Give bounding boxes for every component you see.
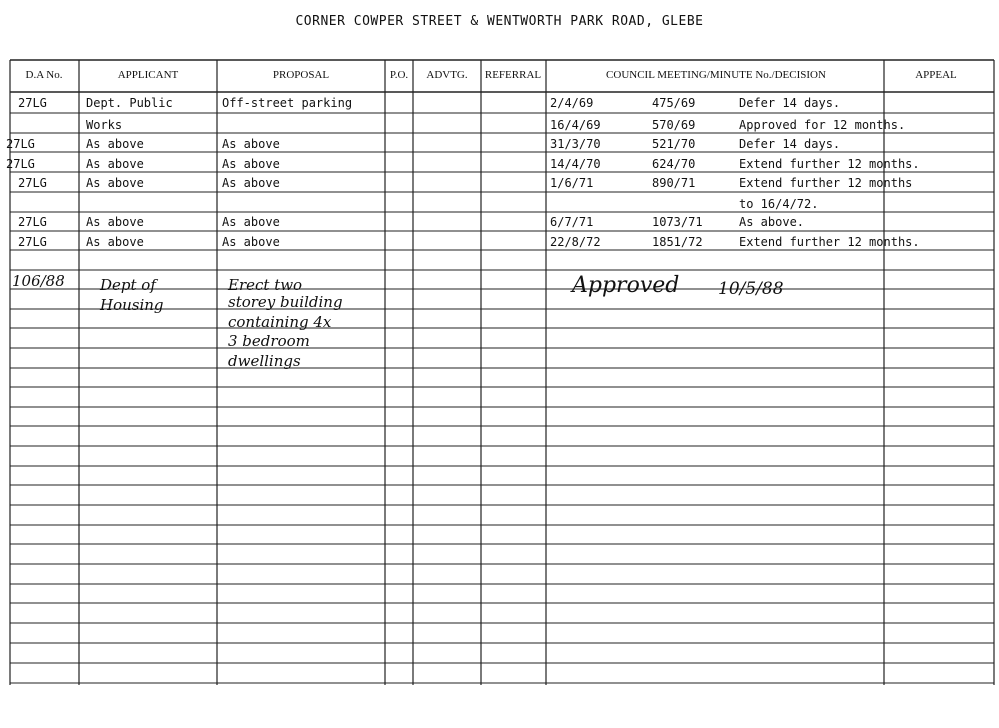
da-number: 27LG [18, 235, 47, 249]
header-council-decision: COUNCIL MEETING/MINUTE No./DECISION [606, 69, 826, 81]
applicant-cell: As above [86, 137, 144, 151]
proposal-cell: As above [222, 215, 280, 229]
header-proposal: PROPOSAL [272, 69, 330, 81]
applicant-cell: Works [86, 118, 123, 132]
minute-number: 521/70 [652, 137, 696, 151]
proposal-cell: As above [222, 157, 280, 171]
handwritten-decision-date: 10/5/88 [718, 279, 784, 299]
header-advtg: ADVTG. [426, 69, 468, 81]
applicant-cell: As above [86, 215, 144, 229]
header-appeal: APPEAL [915, 69, 957, 81]
decision-text: Extend further 12 months [739, 176, 913, 190]
minute-number: 475/69 [652, 96, 696, 110]
decision-text: Extend further 12 months. [739, 235, 920, 249]
header-referral: REFERRAL [484, 69, 542, 81]
handwritten-proposal: storey building [228, 293, 343, 311]
meeting-date: 16/4/69 [550, 118, 601, 132]
da-number: 27LG [6, 157, 35, 171]
decision-text: to 16/4/72. [739, 197, 819, 211]
decision-text: Approved for 12 months. [739, 118, 906, 132]
meeting-date: 31/3/70 [550, 137, 601, 151]
handwritten-decision: Approved [572, 273, 680, 298]
header-applicant: APPLICANT [117, 69, 179, 81]
handwritten-proposal: dwellings [228, 352, 301, 370]
da-number: 27LG [18, 215, 47, 229]
da-number: 27LG [6, 137, 35, 151]
row-rules [10, 60, 994, 683]
meeting-date: 22/8/72 [550, 235, 601, 249]
da-number: 27LG [18, 176, 47, 190]
proposal-cell: As above [222, 137, 280, 151]
proposal-cell: Off-street parking [222, 96, 353, 110]
page-title: CORNER COWPER STREET & WENTWORTH PARK ROAD, GLEBE [295, 14, 704, 29]
header-da-no: D.A No. [25, 69, 63, 81]
header-po: P.O. [389, 69, 409, 81]
handwritten-proposal: 3 bedroom [228, 332, 310, 350]
meeting-date: 6/7/71 [550, 215, 594, 229]
handwritten-proposal: Erect two [228, 276, 303, 294]
meeting-date: 2/4/69 [550, 96, 594, 110]
applicant-cell: As above [86, 176, 144, 190]
decision-text: As above. [739, 215, 805, 229]
applicant-cell: Dept. Public [86, 96, 173, 110]
decision-text: Defer 14 days. [739, 137, 841, 151]
proposal-cell: As above [222, 176, 280, 190]
handwritten-applicant: Housing [100, 296, 164, 314]
minute-number: 570/69 [652, 118, 696, 132]
decision-text: Extend further 12 months. [739, 157, 920, 171]
da-number: 27LG [18, 96, 47, 110]
applicant-cell: As above [86, 235, 144, 249]
applicant-cell: As above [86, 157, 144, 171]
minute-number: 1073/71 [652, 215, 703, 229]
column-rules [10, 60, 994, 685]
meeting-date: 14/4/70 [550, 157, 601, 171]
minute-number: 890/71 [652, 176, 696, 190]
decision-text: Defer 14 days. [739, 96, 841, 110]
minute-number: 1851/72 [652, 235, 703, 249]
handwritten-proposal: containing 4x [228, 313, 332, 331]
handwritten-applicant: Dept of [100, 276, 156, 294]
minute-number: 624/70 [652, 157, 696, 171]
handwritten-da-number: 106/88 [12, 272, 65, 290]
meeting-date: 1/6/71 [550, 176, 594, 190]
proposal-cell: As above [222, 235, 280, 249]
